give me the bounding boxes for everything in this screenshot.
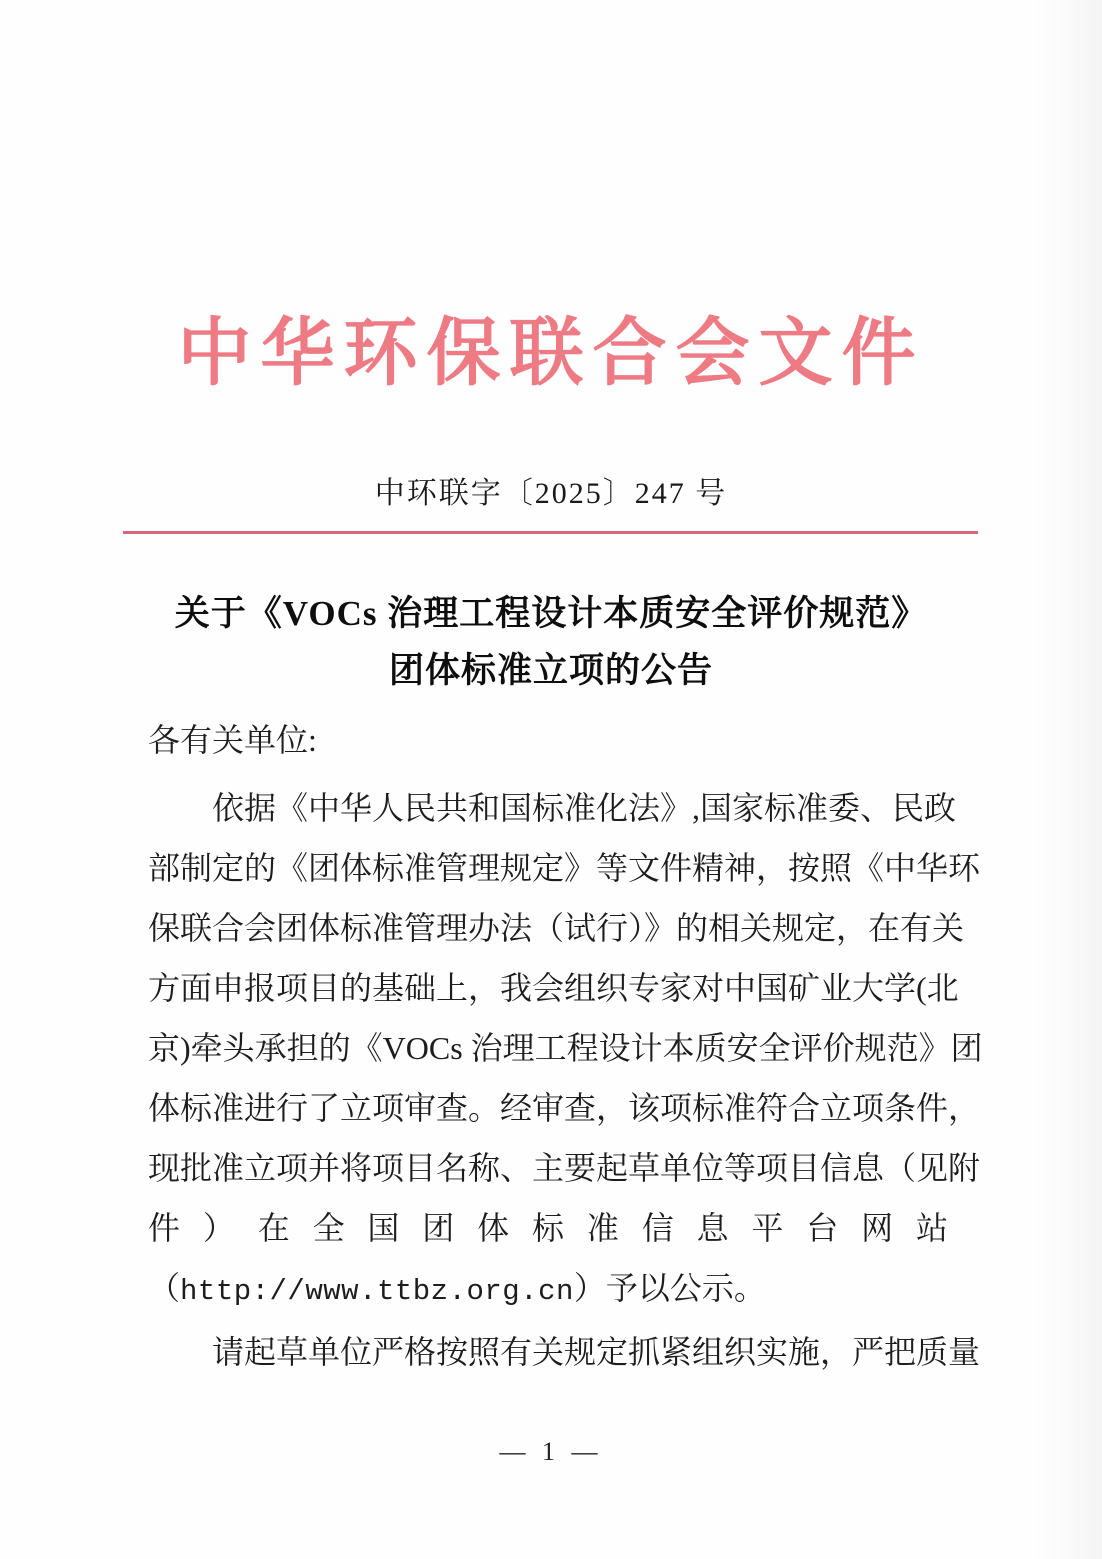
- document-title: [0, 585, 1102, 699]
- document-title-line1: 关于《VOCs 治理工程设计本质安全评价规范》: [174, 594, 928, 633]
- body-line-justified: 件）在全国团体标准信息平台网站: [148, 1210, 948, 1246]
- red-divider-line: [123, 531, 978, 534]
- url-line: [148, 1258, 948, 1318]
- body-line: 现批准立项并将项目名称、主要起草单位等项目信息（见附: [148, 1150, 981, 1186]
- url-close-text: ）予以公示。: [573, 1270, 766, 1306]
- document-body: [148, 710, 983, 1382]
- body-line: 请起草单位严格按照有关规定抓紧组织实施，严把质量: [212, 1334, 981, 1370]
- body-line: 部制定的《团体标准管理规定》等文件精神，按照《中华环: [148, 850, 981, 886]
- body-line: 体标准进行了立项审查。经审查，该项标准符合立项条件，: [148, 1090, 981, 1126]
- body-line: 京)牵头承担的《VOCs 治理工程设计本质安全评价规范》团: [148, 1030, 983, 1066]
- document-number: 中环联字〔2025〕247 号: [374, 477, 728, 510]
- page-number: — 1 —: [499, 1437, 603, 1466]
- website-url: http://www.ttbz.org.cn: [180, 1275, 574, 1308]
- body-line: 方面申报项目的基础上，我会组织专家对中国矿业大学(北: [148, 970, 959, 1006]
- body-line: 保联合会团体标准管理办法（试行）》的相关规定，在有关: [148, 910, 965, 946]
- org-header-title: 中华环保联合会文件: [177, 313, 925, 395]
- url-open-paren: （: [148, 1270, 181, 1306]
- salutation: 各有关单位:: [148, 722, 317, 758]
- body-line: 依据《中华人民共和国标准化法》,国家标准委、民政: [212, 790, 957, 826]
- document-title-line2: 团体标准立项的公告: [388, 651, 713, 690]
